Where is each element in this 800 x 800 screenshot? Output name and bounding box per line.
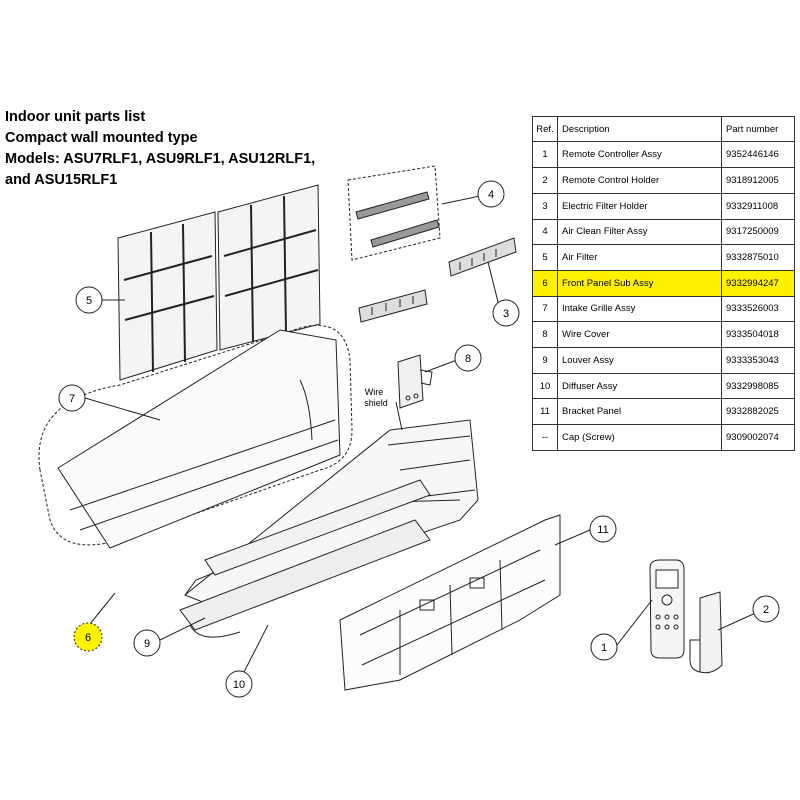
row-description: Wire Cover	[558, 322, 722, 348]
callout-6-label: 6	[84, 632, 92, 644]
row-description: Remote Control Holder	[558, 168, 722, 194]
row-description: Remote Controller Assy	[558, 142, 722, 168]
row-part-number: 9352446146	[722, 142, 795, 168]
row-part-number: 9333526003	[722, 296, 795, 322]
callout-2	[753, 596, 779, 622]
header-ref: Ref.	[533, 117, 558, 142]
row-description: Cap (Screw)	[558, 425, 722, 451]
row-ref: 4	[533, 219, 558, 245]
title-line-1: Indoor unit parts list	[5, 109, 146, 125]
row-description: Air Clean Filter Assy	[558, 219, 722, 245]
header-part-number: Part number	[722, 117, 795, 142]
callout-8	[455, 345, 481, 371]
row-part-number: 9333353043	[722, 348, 795, 374]
row-ref: --	[533, 425, 558, 451]
callout-3-label: 3	[502, 308, 510, 320]
callout-7	[59, 385, 85, 411]
row-part-number: 9332911008	[722, 193, 795, 219]
row-ref: 7	[533, 296, 558, 322]
row-description: Diffuser Assy	[558, 373, 722, 399]
callout-11-label: 11	[597, 524, 609, 536]
row-part-number: 9332994247	[722, 270, 795, 296]
row-ref: 8	[533, 322, 558, 348]
wire-cover-drawing	[398, 355, 432, 408]
callout-7-label: 7	[68, 393, 76, 405]
row-ref: 11	[533, 399, 558, 425]
callout-10-label: 10	[232, 679, 246, 691]
air-clean-filter-drawing	[348, 166, 440, 260]
row-ref: 1	[533, 142, 558, 168]
callout-5-label: 5	[85, 295, 93, 307]
callout-6	[74, 623, 102, 651]
wire-shield-label-line-1: Wire	[364, 387, 384, 397]
callout-5	[76, 287, 102, 313]
callout-8-label: 8	[464, 353, 472, 365]
callout-4	[478, 181, 504, 207]
callout-1-label: 1	[600, 642, 608, 654]
title-line-4: and ASU15RLF1	[5, 172, 118, 188]
callout-1	[591, 634, 617, 660]
callout-10	[226, 671, 252, 697]
row-part-number: 9332875010	[722, 245, 795, 271]
row-description: Electric Filter Holder	[558, 193, 722, 219]
wire-shield-label-line-2: shield	[364, 398, 388, 408]
callout-2-label: 2	[762, 604, 770, 616]
row-part-number: 9318912005	[722, 168, 795, 194]
title-line-3: Models: ASU7RLF1, ASU9RLF1, ASU12RLF1,	[5, 151, 316, 167]
row-part-number: 9332882025	[722, 399, 795, 425]
row-ref: 9	[533, 348, 558, 374]
remote-controller-drawing	[650, 560, 684, 658]
header-description: Description	[558, 117, 722, 142]
remote-holder-drawing	[690, 592, 722, 673]
row-part-number: 9309002074	[722, 425, 795, 451]
row-description: Front Panel Sub Assy	[558, 270, 722, 296]
callout-9-label: 9	[143, 638, 151, 650]
row-description: Bracket Panel	[558, 399, 722, 425]
row-description: Air Filter	[558, 245, 722, 271]
row-ref: 2	[533, 168, 558, 194]
row-ref: 6	[533, 270, 558, 296]
row-ref: 10	[533, 373, 558, 399]
callout-9	[134, 630, 160, 656]
row-ref: 3	[533, 193, 558, 219]
title-line-2: Compact wall mounted type	[5, 130, 198, 146]
callout-11	[590, 516, 616, 542]
callout-3	[493, 300, 519, 326]
row-description: Intake Grille Assy	[558, 296, 722, 322]
row-part-number: 9332998085	[722, 373, 795, 399]
row-part-number: 9317250009	[722, 219, 795, 245]
row-description: Louver Assy	[558, 348, 722, 374]
row-part-number: 9333504018	[722, 322, 795, 348]
callout-4-label: 4	[487, 189, 495, 201]
row-ref: 5	[533, 245, 558, 271]
